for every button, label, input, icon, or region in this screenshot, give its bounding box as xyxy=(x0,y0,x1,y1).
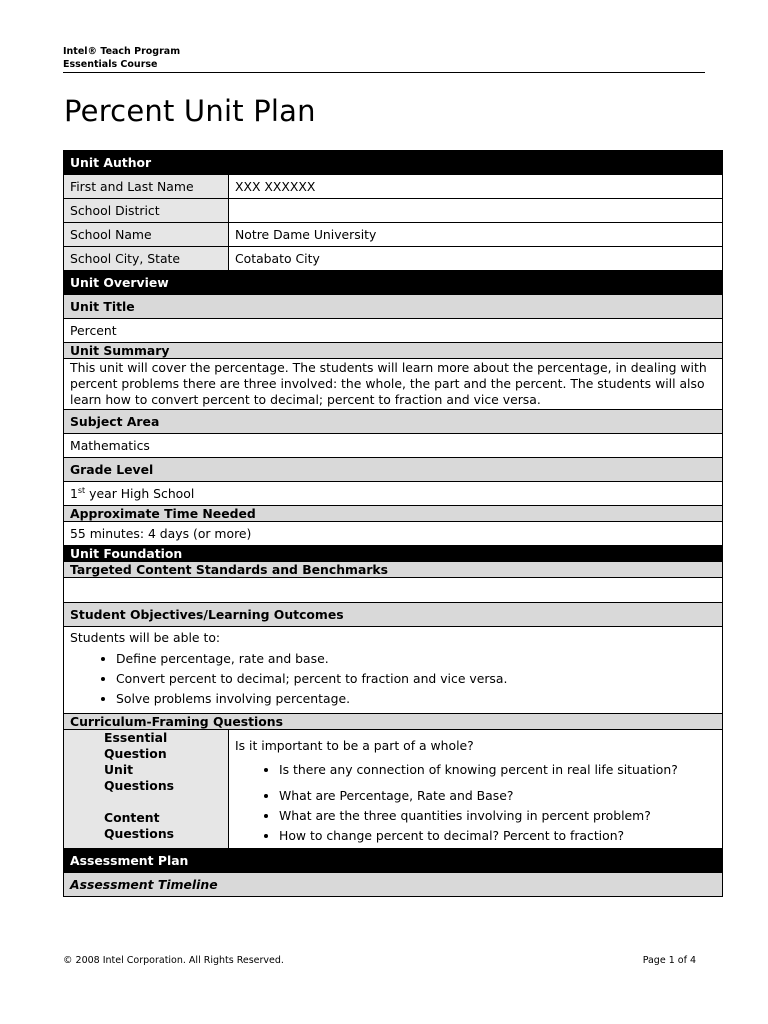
list-item: • How to change percent to decimal? Percent to fraction? xyxy=(279,826,716,846)
section-heading: Unit Foundation xyxy=(64,546,723,562)
time-value: 55 minutes: 4 days (or more) xyxy=(64,522,723,546)
subheading: Curriculum-Framing Questions xyxy=(64,714,723,730)
unit-summary-row xyxy=(64,359,723,410)
subheading-grade-level xyxy=(64,458,723,482)
section-unit-foundation xyxy=(64,546,723,562)
cfq-questions-cell xyxy=(229,730,723,849)
page-title: Percent Unit Plan xyxy=(64,94,316,128)
objectives-cell xyxy=(64,627,723,714)
grade-text: year High School xyxy=(85,486,195,502)
subheading-objectives xyxy=(64,603,723,627)
list-item: • Is there any connection of knowing percent in real life situation? xyxy=(279,760,716,780)
header-program: Intel® Teach Program xyxy=(63,46,181,57)
cfq-label-cell xyxy=(64,730,229,849)
subheading-subject-area xyxy=(64,410,723,434)
document-header xyxy=(63,45,705,73)
cfq-label: Questions xyxy=(104,778,175,793)
author-row xyxy=(64,247,723,271)
author-row xyxy=(64,223,723,247)
cfq-label: Essential xyxy=(104,730,168,745)
objectives-row xyxy=(64,627,723,714)
list-item: • Solve problems involving percentage. xyxy=(116,689,716,709)
grade-row xyxy=(64,482,723,506)
list-item: • Convert percent to decimal; percent to fraction and vice versa. xyxy=(116,669,716,689)
subject-value: Mathematics xyxy=(64,434,723,458)
time-row xyxy=(64,522,723,546)
subheading-unit-title xyxy=(64,295,723,319)
cfq-essential-row xyxy=(64,730,723,849)
unit-title-value: Percent xyxy=(64,319,723,343)
field-value xyxy=(229,199,723,223)
list-item: • Define percentage, rate and base. xyxy=(116,649,716,669)
section-assessment-plan xyxy=(64,849,723,873)
unit-summary-text: This unit will cover the percentage. The students will learn more about the percentage, in dealing with percent problems there are three involved: the whole, the part and the percent. The students will also learn how to convert percent to decimal; percent to fraction and vice versa. xyxy=(64,359,723,410)
field-label: School District xyxy=(64,199,229,223)
grade-value xyxy=(64,482,723,506)
objectives-list xyxy=(70,649,716,709)
subheading-assessment-timeline xyxy=(64,873,723,897)
content-questions-list xyxy=(235,786,716,846)
subheading-time-needed xyxy=(64,506,723,522)
author-row xyxy=(64,175,723,199)
subheading: Grade Level xyxy=(64,458,723,482)
grade-ordinal: 1 xyxy=(70,486,78,502)
field-value: Cotabato City xyxy=(229,247,723,271)
header-course: Essentials Course xyxy=(63,59,158,70)
unit-title-row xyxy=(64,319,723,343)
list-item: • What are the three quantities involving in percent problem? xyxy=(279,806,716,826)
subject-row xyxy=(64,434,723,458)
subheading-cfq xyxy=(64,714,723,730)
cfq-label: Question xyxy=(104,746,167,761)
subheading: Student Objectives/Learning Outcomes xyxy=(64,603,723,627)
standards-row xyxy=(64,578,723,603)
section-unit-author xyxy=(64,151,723,175)
cfq-label: Unit xyxy=(104,762,134,777)
field-label: School City, State xyxy=(64,247,229,271)
subheading: Targeted Content Standards and Benchmarks xyxy=(64,562,723,578)
author-row xyxy=(64,199,723,223)
list-item: • What are Percentage, Rate and Base? xyxy=(279,786,716,806)
subheading: Assessment Timeline xyxy=(64,873,723,897)
objectives-intro: Students will be able to: xyxy=(70,630,221,645)
footer-copyright: © 2008 Intel Corporation. All Rights Reserved. xyxy=(63,955,284,966)
cfq-label: Content xyxy=(104,810,160,825)
field-value: Notre Dame University xyxy=(229,223,723,247)
standards-value xyxy=(64,578,723,603)
section-heading: Unit Overview xyxy=(64,271,723,295)
section-heading: Assessment Plan xyxy=(64,849,723,873)
essential-question: Is it important to be a part of a whole? xyxy=(235,738,474,753)
subheading: Unit Summary xyxy=(64,343,723,359)
subheading: Unit Title xyxy=(64,295,723,319)
section-heading: Unit Author xyxy=(64,151,723,175)
subheading: Approximate Time Needed xyxy=(64,506,723,522)
footer-page-number: Page 1 of 4 xyxy=(642,955,696,966)
field-label: School Name xyxy=(64,223,229,247)
cfq-label: Questions xyxy=(104,826,175,841)
section-unit-overview xyxy=(64,271,723,295)
field-value: XXX XXXXXX xyxy=(229,175,723,199)
subheading-standards xyxy=(64,562,723,578)
unit-plan-table xyxy=(63,150,723,897)
subheading: Subject Area xyxy=(64,410,723,434)
unit-questions-list xyxy=(235,760,716,780)
subheading-unit-summary xyxy=(64,343,723,359)
grade-ordinal-suffix: st xyxy=(77,485,86,495)
field-label: First and Last Name xyxy=(64,175,229,199)
